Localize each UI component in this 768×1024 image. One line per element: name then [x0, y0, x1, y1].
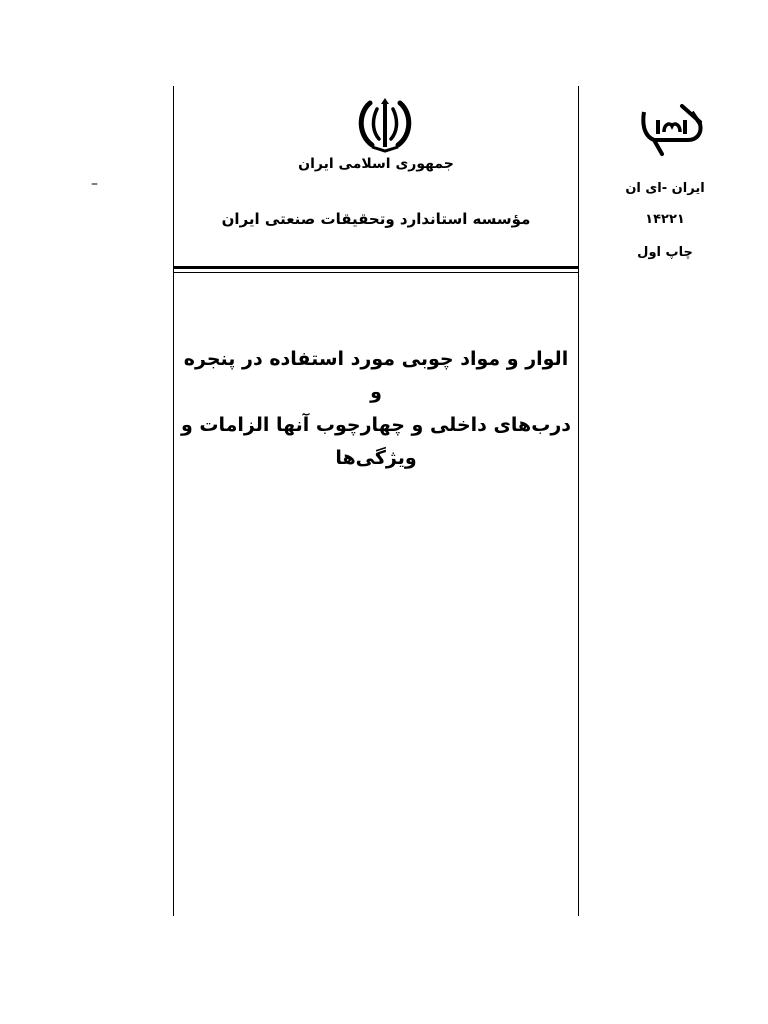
header-divider-thin: [173, 272, 579, 273]
isiri-logo-icon: [638, 102, 706, 160]
standard-number: ۱۴۲۲۱: [645, 212, 685, 227]
standard-code: ایران -ای ان: [625, 181, 705, 196]
document-title-line-2: درب‌های داخلی و چهارچوب آنها الزامات و: [180, 414, 572, 436]
margin-dash: –: [91, 176, 98, 192]
iran-emblem-icon: [350, 95, 420, 153]
document-title-line-3: ویژگی‌ها: [335, 447, 417, 469]
header-divider-thick: [173, 266, 579, 269]
institute-name: مؤسسه استاندارد وتحقیقات صنعتی ایران: [221, 210, 531, 228]
document-title-line-1: الوار و مواد چوبی مورد استفاده در پنجره و: [183, 348, 569, 403]
document-title: [180, 343, 572, 475]
country-name: جمهوری اسلامی ایران: [298, 156, 454, 172]
edition-label: چاپ اول: [637, 245, 693, 260]
